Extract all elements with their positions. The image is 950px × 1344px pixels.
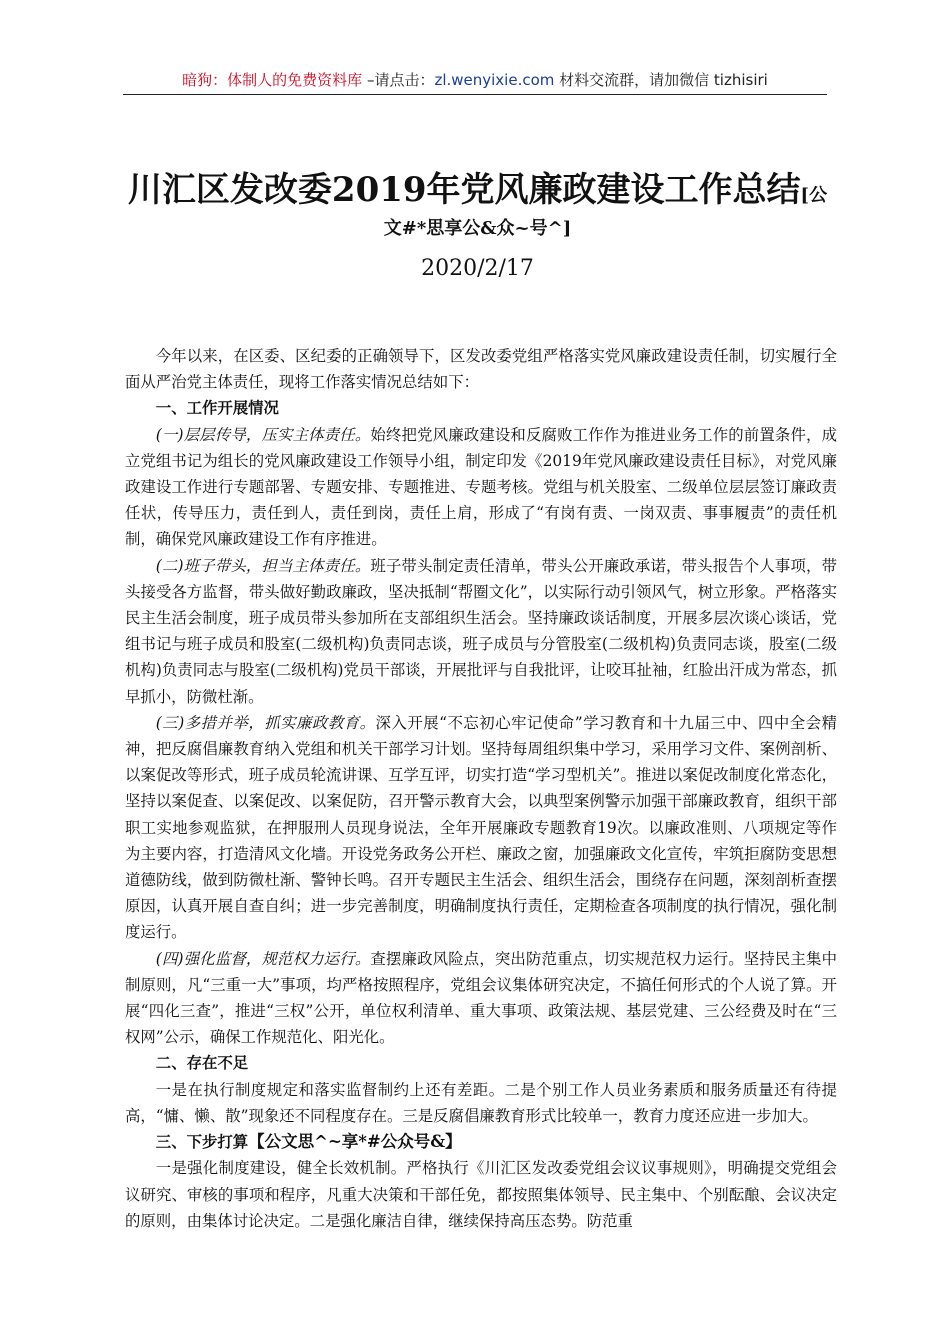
paragraph-3	[125, 710, 837, 946]
title-second-line: 文#*思享公&众~号^]	[383, 218, 572, 239]
paragraph-4-text: 查摆廉政风险点，突出防范重点，切实规范权力运行。坚持民主集中制原则，凡“三重一大”事项，均严格按照程序，党组会议集体研究决定，不搞任何形式的个人说了算。开展“四化三查”，推进“三权”公开，单位权利清单、重大事项、政策法规、基层党建、三公经费及时在“三权网”公示，确保工作规范化、阳光化。	[125, 949, 837, 1047]
paragraph-2	[125, 553, 837, 710]
section-heading-3-text: 三、下步打算	[155, 1133, 249, 1152]
section-heading-3	[125, 1129, 837, 1155]
document-body	[125, 343, 837, 1234]
paragraph-1	[125, 422, 837, 553]
title-main: 川汇区发改委2019年党风廉政建设工作总结	[127, 170, 801, 210]
paragraph-5: 一是在执行制度规定和落实监督制约上还有差距。二是个别工作人员业务素质和服务质量还有待提高，“慵、懒、散”现象还不同程度存在。三是反腐倡廉教育形式比较单一，教育力度还应进一步加大。	[125, 1080, 837, 1125]
paragraph-2-lead: (二)班子带头，担当主体责任。	[155, 556, 371, 575]
paragraph-2-text: 班子带头制定责任清单，带头公开廉政承诺，带头报告个人事项，带头接受各方监督，带头做好勤政廉政，坚决抵制“帮圈文化”，以实际行动引领风气，树立形象。严格落实民主生活会制度，班子成员带头参加所在支部组织生活会。坚持廉政谈话制度，开展多层次谈心谈话，党组书记与班子成员和股室(二级机构)负责同志谈，班子成员与分管股室(二级机构)负责同志谈，股室(二级机构)负责同志与股室(二级机构)党员干部谈，开展批评与自我批评，让咬耳扯袖，红脸出汗成为常态，抓早抓小，防微杜渐。	[125, 556, 837, 706]
paragraph-4	[125, 946, 837, 1051]
paragraph-6: 一是强化制度建设，健全长效机制。严格执行《川汇区发改委党组会议议事规则》，明确提交党组会议研究、审核的事项和程序，凡重大决策和干部任免，都按照集体领导、民主集中、个别酝酿、会议决定的原则，由集体讨论决定。二是强化廉洁自律，继续保持高压态势。防范重	[125, 1159, 837, 1230]
paragraph-3-text: 深入开展“不忘初心牢记使命”学习教育和十九届三中、四中全会精神，把反腐倡廉教育纳入党组和机关干部学习计划。坚持每周组织集中学习，采用学习文件、案例剖析、以案促改等形式，班子成员轮流讲课、互学互评，切实打造“学习型机关”。推进以案促改制度化常态化，坚持以案促查、以案促改、以案促防，召开警示教育大会，以典型案例警示加强干部廉政教育，组织干部职工实地参观监狱，在押服刑人员现身说法，全年开展廉政专题教育19次。以廉政准则、八项规定等作为主要内容，打造清风文化墙。开设党务政务公开栏、廉政之窗，加强廉政文化宣传，牢筑拒腐防变思想道德防线，做到防微杜渐、警钟长鸣。召开专题民主生活会、组织生活会，围绕存在问题，深刻剖析查摆原因，认真开展自查自纠；进一步完善制度，明确制度执行责任，定期检查各项制度的执行情况，强化制度运行。	[125, 713, 837, 942]
header-click-prompt: –请点击：	[362, 71, 435, 89]
section-heading-2: 二、存在不足	[155, 1054, 249, 1073]
paragraph-3-lead: (三)多措并举，抓实廉政教育。	[155, 713, 376, 732]
paragraph-1-text: 始终把党风廉政建设和反腐败工作作为推进业务工作的前置条件，成立党组书记为组长的党风廉政建设工作领导小组，制定印发《2019年党风廉政建设责任目标》，对党风廉政建设工作进行专题部署、专题安排、专题推进、专题考核。党组与机关股室、二级单位层层签订廉政责任状，传导压力，责任到人，责任到岗，责任上肩，形成了“有岗有责、一岗双责、事事履责”的责任机制，确保党风廉政建设工作有序推进。	[125, 425, 837, 549]
paragraph-4-lead: (四)强化监督，规范权力运行。	[155, 949, 371, 968]
document-title	[105, 168, 850, 218]
header-link[interactable]: zl.wenyixie.com	[434, 71, 555, 89]
paragraph-1-lead: (一)层层传导，压实主体责任。	[155, 425, 371, 444]
document-date: 2020/2/17	[421, 256, 534, 281]
section-heading-3-tail: 【公文思^~享*#公众号&】	[248, 1132, 462, 1152]
intro-paragraph: 今年以来，在区委、区纪委的正确领导下，区发改委党组严格落实党风廉政建设责任制，切实履行全面从严治党主体责任，现将工作落实情况总结如下：	[125, 347, 837, 392]
page-header	[123, 68, 827, 95]
title-suffix: [公	[800, 185, 828, 206]
section-heading-1: 一、工作开展情况	[155, 399, 279, 418]
header-site-name: 暗狗：体制人的免费资料库	[182, 71, 363, 89]
header-wechat-note: 材料交流群，请加微信 tizhisiri	[554, 71, 768, 89]
